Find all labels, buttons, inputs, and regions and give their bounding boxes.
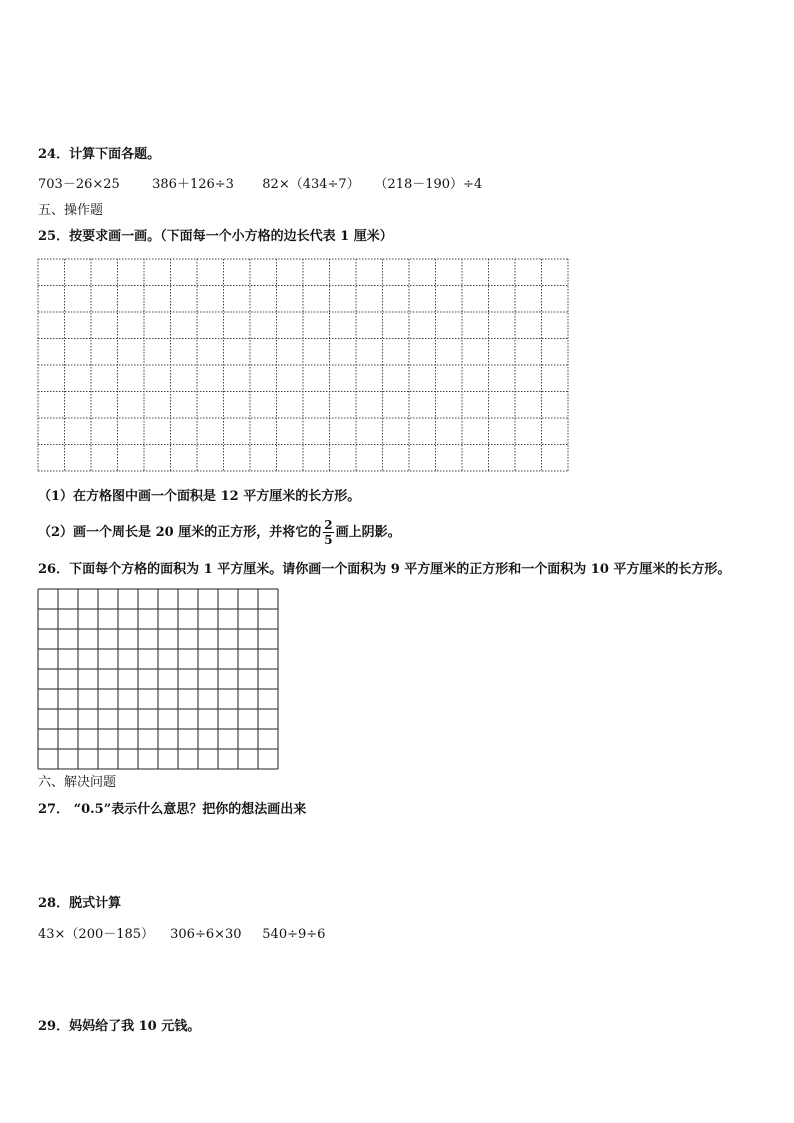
q24-expressions	[38, 177, 482, 193]
fraction-numerator: 2	[324, 518, 333, 532]
q28-expr-3: 540÷9÷6	[262, 927, 326, 942]
fraction-denominator: 5	[324, 533, 333, 547]
section-6-heading: 六、解决问题	[38, 775, 117, 790]
q24-expr-3: 82×（434÷7）	[262, 177, 360, 192]
q25-part2	[38, 516, 401, 550]
q26-solid-grid[interactable]	[37, 588, 282, 771]
q24-expr-2: 386＋126÷3	[152, 177, 234, 192]
q28-expressions	[38, 927, 325, 943]
q28-expr-2: 306÷6×30	[170, 927, 242, 942]
q25-part2-text-after: 画上阴影。	[335, 525, 401, 540]
section-5-heading: 五、操作题	[38, 203, 104, 218]
q28-title: 28．脱式计算	[38, 896, 122, 911]
q24-expr-1: 703－26×25	[38, 177, 120, 192]
q29-title: 29．妈妈给了我 10 元钱。	[38, 1019, 201, 1034]
q25-title: 25．按要求画一画。（下面每一个小方格的边长代表 1 厘米）	[38, 229, 393, 244]
q24-expr-4: （218－190）÷4	[374, 177, 483, 192]
q25-part1: （1）在方格图中画一个面积是 12 平方厘米的长方形。	[38, 489, 361, 504]
fraction-two-fifths	[323, 518, 333, 547]
q27-title: 27． “0.5”表示什么意思？把你的想法画出来	[38, 802, 307, 817]
q24-title: 24．计算下面各题。	[38, 147, 161, 162]
q25-dotted-grid[interactable]	[37, 258, 571, 474]
q28-expr-1: 43×（200－185）	[38, 927, 155, 942]
q25-part2-text-before: （2）画一个周长是 20 厘米的正方形，并将它的	[38, 525, 322, 540]
q26-title: 26．下面每个方格的面积为 1 平方厘米。请你画一个面积为 9 平方厘米的正方形和一个面积为 10 平方厘米的长方形。	[38, 562, 731, 577]
